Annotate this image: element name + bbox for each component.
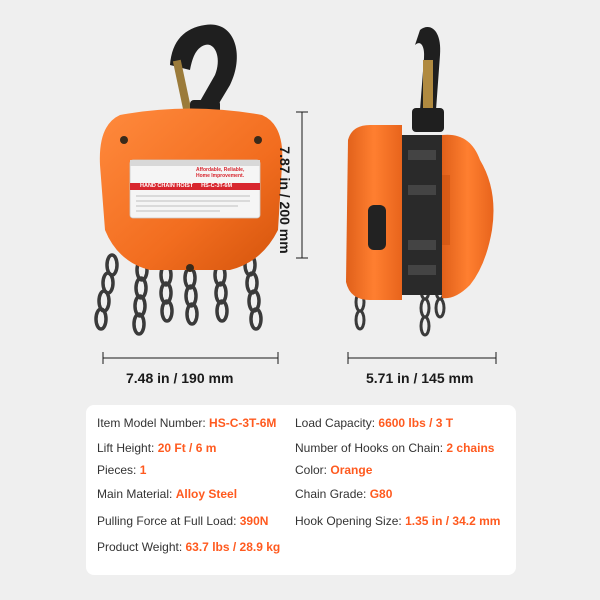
spec-hook-opening-size [295, 514, 500, 528]
side-width-dimension-label: 5.71 in / 145 mm [366, 370, 474, 386]
spec-label: Number of Hooks on Chain: [295, 441, 444, 455]
plate-title: HAND CHAIN HOIST [140, 183, 194, 189]
spec-label: Pulling Force at Full Load: [97, 514, 237, 528]
spec-lift-height [97, 441, 216, 455]
spec-value: 2 chains [446, 441, 495, 455]
spec-product-weight [97, 540, 280, 554]
spec-label: Load Capacity: [295, 416, 376, 430]
spec-label: Hook Opening Size: [295, 514, 402, 528]
plate-slogan-line-1: Affordable, Reliable, [196, 167, 245, 173]
front-hook [170, 25, 237, 120]
spec-label: Main Material: [97, 487, 173, 501]
spec-label: Lift Height: [97, 441, 155, 455]
spec-label: Product Weight: [97, 540, 183, 554]
spec-label: Pieces: [97, 463, 137, 477]
spec-label: Color: [295, 463, 328, 477]
spec-pieces [97, 463, 146, 477]
side-view-hoist [346, 27, 494, 335]
spec-value: 390N [239, 514, 269, 528]
spec-label: Item Model Number: [97, 416, 206, 430]
spec-pulling-force [97, 514, 268, 528]
spec-item-model-number [97, 416, 276, 430]
spec-value: Orange [330, 463, 373, 477]
spec-value: Alloy Steel [175, 487, 238, 501]
spec-value: 1 [139, 463, 147, 477]
spec-label: Chain Grade: [295, 487, 367, 501]
plate-title-row [140, 183, 255, 190]
spec-color [295, 463, 372, 477]
plate-slogan-line-2: Home Improvement. [196, 173, 245, 179]
spec-value: 63.7 lbs / 28.9 kg [185, 540, 281, 554]
spec-value: 1.35 in / 34.2 mm [405, 514, 501, 528]
front-width-dimension-label: 7.48 in / 190 mm [126, 370, 234, 386]
spec-number-of-hooks [295, 441, 494, 455]
spec-load-capacity [295, 416, 453, 430]
plate-slogan [196, 167, 244, 179]
spec-chain-grade [295, 487, 392, 501]
plate-model: HS-C-3T-6M [201, 183, 233, 189]
spec-value: 20 Ft / 6 m [157, 441, 217, 455]
spec-value: 6600 lbs / 3 T [378, 416, 454, 430]
spec-value: G80 [369, 487, 393, 501]
height-dimension-label: 7.87 in / 200 mm [277, 146, 293, 254]
spec-value: HS-C-3T-6M [209, 416, 277, 430]
spec-main-material [97, 487, 237, 501]
